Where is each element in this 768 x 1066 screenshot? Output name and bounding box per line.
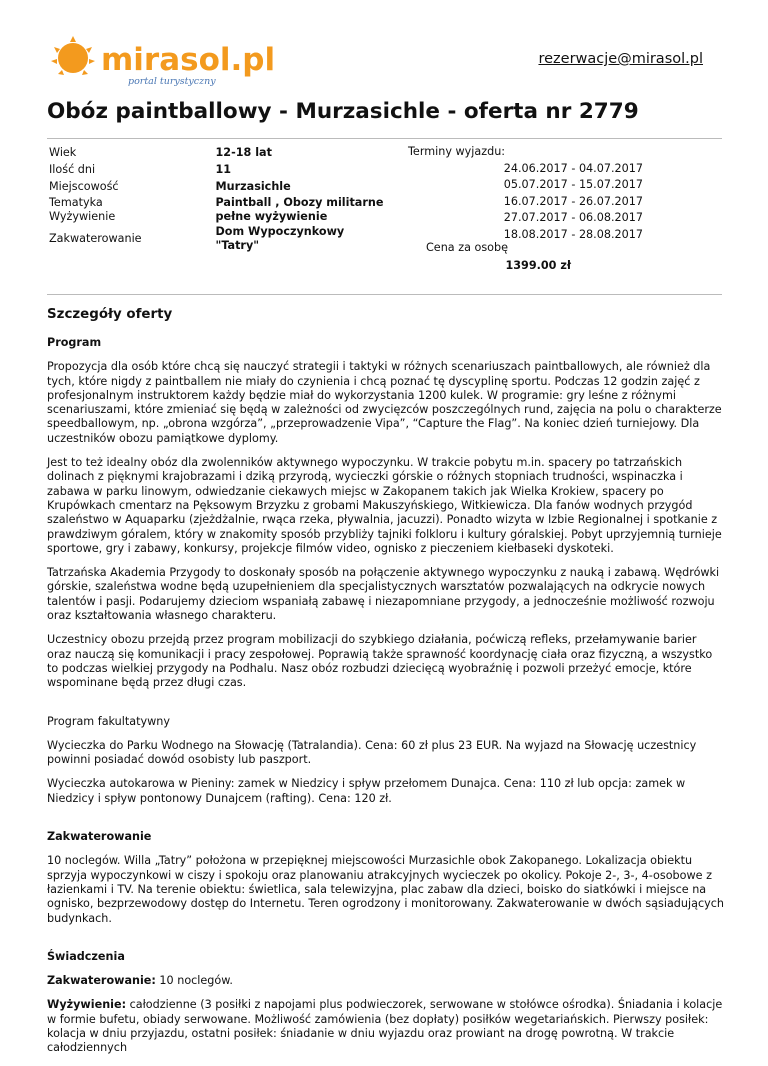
divider xyxy=(47,138,722,139)
page-title: Obóz paintballowy - Murzasichle - oferta nr 2779 xyxy=(47,99,639,124)
details-heading: Szczegóły oferty xyxy=(47,307,173,322)
info-label: Wyżywienie xyxy=(49,210,116,224)
info-label: Ilość dni xyxy=(49,163,96,177)
logo-text: mirasol.pl xyxy=(101,42,276,78)
service-item xyxy=(47,998,724,1055)
offer-details xyxy=(47,306,724,1066)
program-paragraph: Propozycja dla osób które chcą się nauczyć strategii i taktyki w różnych scenariuszach paintballowych, ale również dla tych, które nigdy z paintballem nie miały do czynienia i chcą poznać tę dyscyplinę sportu. Podczas 12 godzin zajęć z profesjonalnym instruktorem każdy będzie miał do wykorzystania 1200 kulek. W programie: gry leśne z różnymi scenariuszami, które zmieniać się będą w zależności od zwycięzców poszczególnych rund, zajęcia na polu o charakterze speedballowym, np. „obrona wzgórza”, „przeprowadzenie Vipa”, “Capture the Flag”. Na koniec dzień turniejowy. Dla uczestników obozu pamiątkowe dyplomy. xyxy=(47,360,722,445)
info-value: Paintball , Obozy militarne xyxy=(215,196,384,209)
services-heading: Świadczenia xyxy=(47,949,125,963)
offer-info-table xyxy=(49,145,389,253)
accommodation-heading: Zakwaterowanie xyxy=(47,830,152,844)
mirasol-logo[interactable] xyxy=(46,33,281,89)
optional-program-paragraph: Wycieczka autokarowa w Pieniny: zamek w Niedzicy i spływ przełomem Dunajca. Cena: 110 zł lub opcja: zamek w Niedzicy i spływ pontonowy Dunajcem (rafting). Cena: 120 zł. xyxy=(47,777,686,805)
info-row-age xyxy=(49,145,389,162)
program-paragraph: Tatrzańska Akademia Przygody to doskonały sposób na połączenie aktywnego wypoczynku z nauką i zabawą. Wędrówki górskie, szaleństwa wodne będą uzupełnieniem dla specjalistycznych warsztatów pozwalających na odkrycie nowych talentów i pasji. Podarujemy dzieciom wspaniałą zabawę i niezapomniane przygody, a jednocześnie możliwość rozwoju oraz kształtowania własnego charakteru. xyxy=(47,566,720,623)
service-label: Wyżywienie: xyxy=(47,998,127,1012)
program-paragraph: Uczestnicy obozu przejdą przez program mobilizacji do szybkiego działania, poćwiczą refleks, przełamywanie barier oraz nauczą się komunikacji i pracy zespołowej. Poprawią także sprawność koordynację ciała oraz fizyczną, a wszystko to podczas wielkiej przygody na Podhalu. Nasz obóz rozbudzi dziecięcą wyobraźnię i pozwoli przeżyć emocje, które wspominane będą przez długi czas. xyxy=(47,633,713,690)
logo-tagline: portal turystyczny xyxy=(128,76,216,87)
info-label: Tematyka xyxy=(49,196,103,209)
info-row-theme xyxy=(49,196,389,210)
date-item: 16.07.2017 - 26.07.2017 xyxy=(503,194,643,208)
dates-label: Terminy wyjazdu: xyxy=(408,145,506,158)
info-row-location xyxy=(49,179,389,196)
program-heading: Program xyxy=(47,336,102,349)
dates-list xyxy=(504,161,643,243)
info-row-meals xyxy=(49,210,389,224)
date-item: 24.06.2017 - 04.07.2017 xyxy=(503,162,643,175)
service-text: całodzienne (3 posiłki z napojami plus podwieczorek, serwowane w stołówce ośrodka). Śniadania i kolacje w formie bufetu, obiady serwowane. Możliwość zamówienia (bez dopłaty) posiłków wegetariańskich. Pierwszy posiłek: kolacja w dniu przyjazdu, ostatni posiłek: śniadanie w dniu wyjazdu oraz prowiant na drogę powrotną. W trakcie całodziennych xyxy=(47,998,723,1055)
info-value: Murzasichle xyxy=(215,180,291,194)
info-label: Miejscowość xyxy=(49,180,119,194)
info-row-days xyxy=(49,162,389,179)
date-item: 27.07.2017 - 06.08.2017 xyxy=(503,211,643,225)
info-value: 12-18 lat xyxy=(215,146,272,160)
price-label: Cena za osobę xyxy=(426,241,508,254)
info-value: pełne wyżywienie xyxy=(215,210,328,224)
service-text: 10 noclegów. xyxy=(155,974,233,988)
service-item xyxy=(47,974,724,988)
date-item: 18.08.2017 - 28.08.2017 xyxy=(503,227,643,241)
contact-email-link[interactable]: rezerwacje@mirasol.pl xyxy=(538,51,703,67)
date-item: 05.07.2017 - 15.07.2017 xyxy=(503,178,643,192)
optional-program-paragraph: Wycieczka do Parku Wodnego na Słowację (Tatralandia). Cena: 60 zł plus 23 EUR. Na wyjazd na Słowację uczestnicy powinni posiadać dowód osobisty lub paszport. xyxy=(47,738,697,767)
service-label: Zakwaterowanie: xyxy=(47,974,156,988)
sun-icon xyxy=(51,36,95,75)
info-label: Zakwaterowanie xyxy=(49,231,142,245)
program-paragraph: Jest to też idealny obóz dla zwolenników aktywnego wypoczynku. W trakcie pobytu m.in. spacery po tatrzańskich dolinach z pięknymi krajobrazami i dziką przyrodą, wycieczki górskie o różnych stopniach trudności, wspinaczka i zabawa w parku linowym, odwiedzanie ciekawych miejsc w Zakopanem takich jak Wielka Krokiew, spacery po Krupówkach cmentarz na Pęksowym Brzyzku z grobami Makuszyńskiego, Witkiewicza. Dla fanów wodnych przygód szaleństwo w Aquaparku (zjeżdżalnie, rwąca rzeka, pływalnia, jacuzzi). Ponadto wizyta w Izbie Regionalnej i spotkanie z prawdziwym góralem, który w znakomity sposób przybliży tajniki folkloru i kultury góralskiej. Pobyt uprzyjemnią turnieje sportowe, gry i zabawy, konkursy, projekcje filmów video, ognisko z pieczeniem kiełbaseki dyskoteki. xyxy=(47,456,722,555)
info-row-accommodation xyxy=(49,225,389,254)
divider xyxy=(47,294,722,295)
info-label: Wiek xyxy=(49,146,77,160)
price-value: 1399.00 zł xyxy=(505,259,571,272)
info-value: 11 xyxy=(215,163,232,177)
accommodation-paragraph: 10 noclegów. Willa „Tatry” położona w przepięknej miejscowości Murzasichle obok Zakopanego. Lokalizacja obiektu sprzyja wypoczynkowi w ciszy i spokoju oraz planowaniu atrakcyjnych wycieczek po okolicy. Pokoje 2-, 3-, 4-osobowe z łazienkami i TV. Na terenie obiektu: świetlica, sala telewizyjna, plac zabaw dla dzieci, boisko do siatkówki i miejsce na ognisko, bezprzewodowy dostęp do Internetu. Teren ogrodzony i monitorowany. Zakwaterowanie w dwóch sąsiadujących budynkach. xyxy=(47,854,724,925)
optional-program-heading: Program fakultatywny xyxy=(47,714,170,728)
info-value: Dom Wypoczynkowy "Tatry" xyxy=(215,224,345,252)
